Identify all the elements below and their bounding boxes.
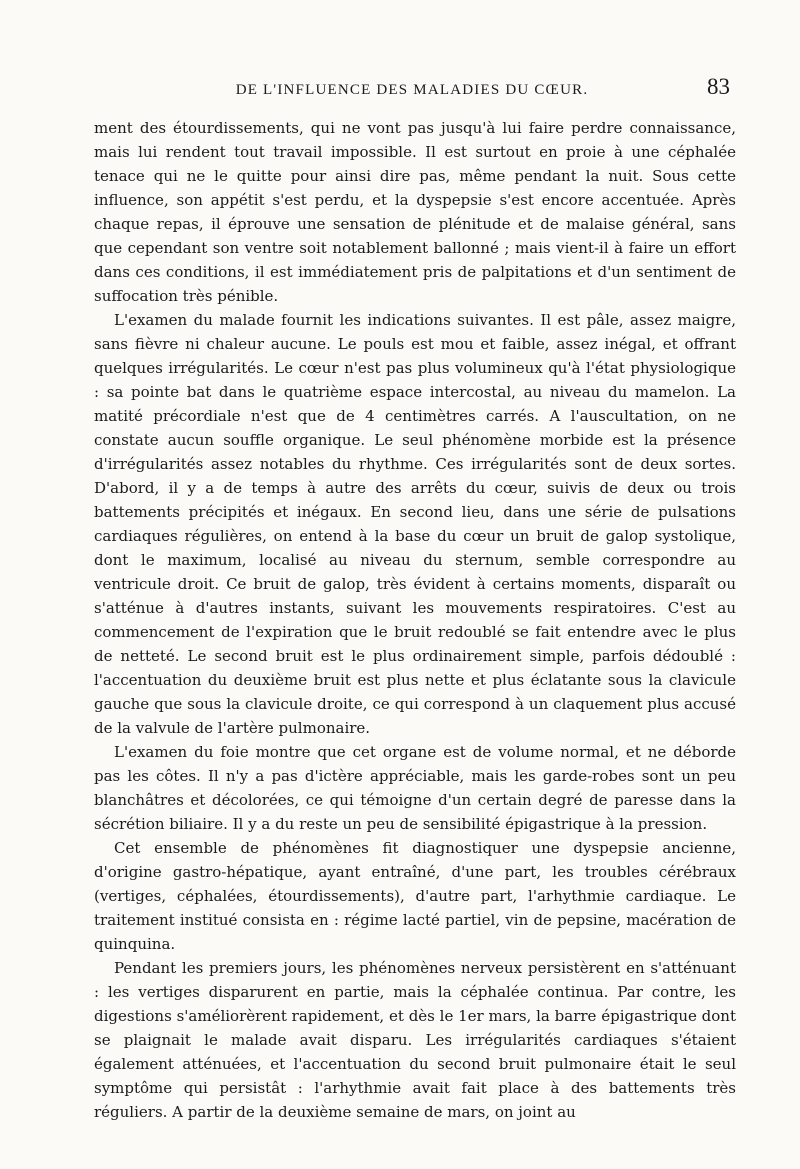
- paragraph-liver: L'examen du foie montre que cet organe est de volume normal, et ne déborde pas les côtes. Il n'y a pas d'ictère appréciable, mais les garde-robes sont un peu blanchâtres et décolorées, ce qui témoigne d'un certain degré de paresse dans la sécrétion biliaire. Il y a du reste un peu de sensibilité épigastrique à la pression.: [94, 743, 736, 833]
- paragraph-examination: L'examen du malade fournit les indications suivantes. Il est pâle, assez maigre, sans fièvre ni chaleur aucune. Le pouls est mou et faible, assez inégal, et offrant quelques irrégularités. Le cœur n'est pas plus volumineux qu'à l'état physiologique : sa pointe bat dans le quatrième espace intercostal, au niveau du mamelon. La matité précordiale n'est que de 4 centimètres carrés. A l'auscultation, on ne constate aucun souffle organique. Le seul phénomène morbide est la présence d'irrégularités assez notables du rhythme. Ces irrégularités sont de deux sortes. D'abord, il y a de temps à autre des arrêts du cœur, suivis de deux ou trois battements précipités et inégaux. En second lieu, dans une série de pulsations cardiaques régulières, on entend à la base du cœur un bruit de galop systolique, dont le maximum, localisé au niveau du sternum, semble correspondre au ventricule droit. Ce bruit de galop, très évident à certains moments, disparaît ou s'atténue à d'autres instants, suivant les mouvements respiratoires. C'est au commencement de l'expiration que le bruit redoublé se fait entendre avec le plus de netteté. Le second bruit est le plus ordinairement simple, parfois dédoublé : l'accentuation du deuxième bruit est plus nette et plus éclatante sous la clavicule gauche que sous la clavicule droite, ce qui correspond à un claquement plus accusé de la valvule de l'artère pulmonaire.: [94, 311, 736, 737]
- paragraph-treatment-course: Pendant les premiers jours, les phénomènes nerveux persistèrent en s'atténuant : les vertiges disparurent en partie, mais la céphalée continua. Par contre, les digestions s'améliorèrent rapidement, et dès le 1er mars, la barre épigastrique dont se plaignait le malade avait disparu. Les irrégularités cardiaques s'étaient également atténuées, et l'accentuation du second bruit pulmonaire était le seul symptôme qui persistât : l'arhythmie avait fait place à des battements très réguliers. A partir de la deuxième semaine de mars, on joint au: [94, 959, 736, 1121]
- paragraph-diagnosis: Cet ensemble de phénomènes fit diagnostiquer une dyspepsie ancienne, d'origine gastro-hépatique, ayant entraîné, d'une part, les troubles cérébraux (vertiges, céphalées, étourdissements), d'autre part, l'arhythmie cardiaque. Le traitement institué consista en : régime lacté partiel, vin de pepsine, macération de quinquina.: [94, 839, 736, 953]
- page-header: [94, 74, 730, 104]
- paragraph-continued: ment des étourdissements, qui ne vont pas jusqu'à lui faire perdre connaissance, mais lui rendent tout travail impossible. Il est surtout en proie à une céphalée tenace qui ne le quitte pour ainsi dire pas, même pendant la nuit. Sous cette influence, son appétit s'est perdu, et la dyspepsie s'est encore accentuée. Après chaque repas, il éprouve une sensation de plénitude et de malaise général, sans que cependant son ventre soit notablement ballonné ; mais vient-il à faire un effort dans ces conditions, il est immédiatement pris de palpitations et d'un sentiment de suffocation très pénible.: [94, 119, 736, 305]
- running-title: DE L'INFLUENCE DES MALADIES DU CŒUR.: [235, 82, 589, 98]
- body-text: [94, 116, 736, 1124]
- page-number: 83: [707, 74, 730, 99]
